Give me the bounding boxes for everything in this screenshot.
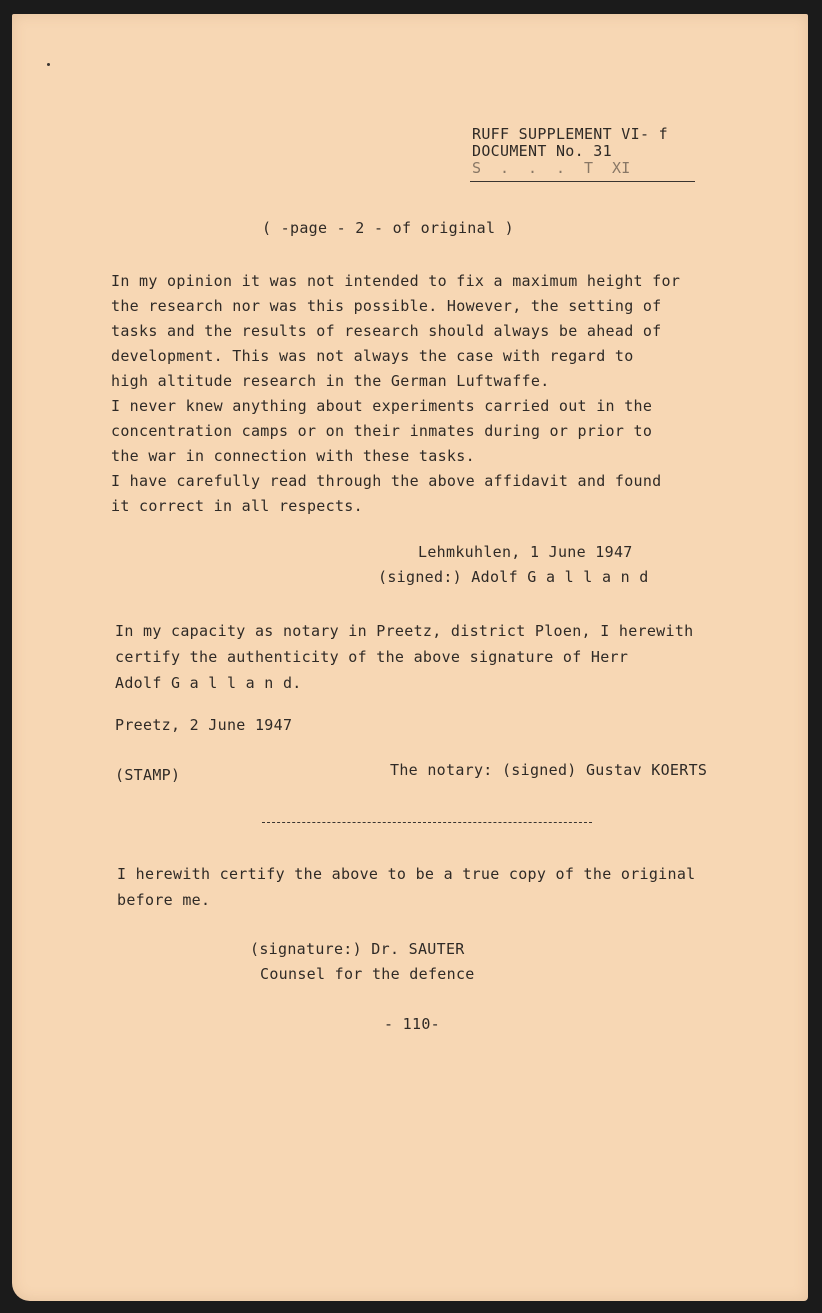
counsel-title: Counsel for the defence bbox=[260, 965, 475, 983]
paper-speck bbox=[47, 63, 50, 66]
page-reference: ( -page - 2 - of original ) bbox=[262, 219, 514, 237]
body-line: tasks and the results of research should always be ahead of bbox=[111, 322, 662, 340]
place-date: Lehmkuhlen, 1 June 1947 bbox=[418, 543, 633, 561]
notary-line: In my capacity as notary in Preetz, district Ploen, I herewith bbox=[115, 622, 694, 640]
stamp-label: (STAMP) bbox=[115, 766, 181, 784]
supplement-heading: RUFF SUPPLEMENT VI- f bbox=[472, 125, 668, 143]
body-line: In my opinion it was not intended to fix a maximum height for bbox=[111, 272, 681, 290]
page-number: - 110- bbox=[384, 1015, 440, 1033]
notary-line: Adolf G a l l a n d. bbox=[115, 674, 302, 692]
notary-line: certify the authenticity of the above signature of Herr bbox=[115, 648, 629, 666]
document-series: S . . . T XI bbox=[472, 159, 631, 177]
body-line: I have carefully read through the above affidavit and found bbox=[111, 472, 662, 490]
body-line: high altitude research in the German Luftwaffe. bbox=[111, 372, 550, 390]
document-number: DOCUMENT No. 31 bbox=[472, 142, 612, 160]
body-line: I never knew anything about experiments carried out in the bbox=[111, 397, 653, 415]
body-line: development. This was not always the case with regard to bbox=[111, 347, 634, 365]
sauter-signature: (signature:) Dr. SAUTER bbox=[250, 940, 465, 958]
header-underline bbox=[470, 181, 695, 182]
certify-line: I herewith certify the above to be a true copy of the original bbox=[117, 865, 696, 883]
body-line: the war in connection with these tasks. bbox=[111, 447, 475, 465]
separator-line bbox=[262, 822, 592, 823]
body-line: the research nor was this possible. However, the setting of bbox=[111, 297, 662, 315]
body-line: concentration camps or on their inmates during or prior to bbox=[111, 422, 653, 440]
notary-signature: The notary: (signed) Gustav KOERTS bbox=[390, 761, 708, 779]
notary-date: Preetz, 2 June 1947 bbox=[115, 716, 293, 734]
certify-line: before me. bbox=[117, 891, 211, 909]
signed-galland: (signed:) Adolf G a l l a n d bbox=[378, 568, 649, 586]
body-line: it correct in all respects. bbox=[111, 497, 363, 515]
